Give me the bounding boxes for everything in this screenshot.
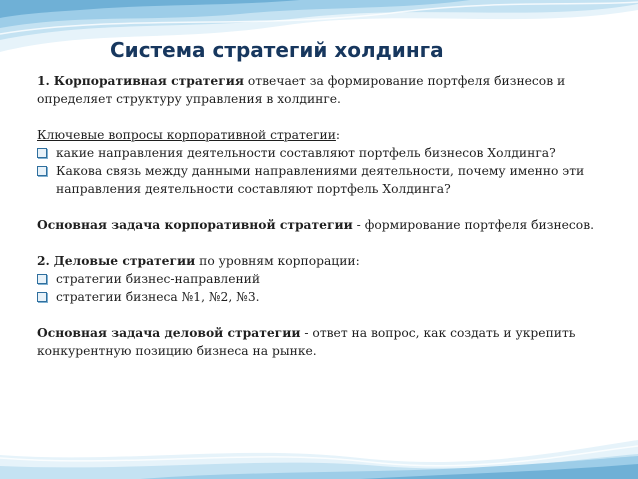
checkbox-bullet-icon — [37, 274, 47, 284]
key-questions-label: Ключевые вопросы корпоративной стратегии — [37, 128, 336, 142]
corporate-task-paragraph: Основная задача корпоративной стратегии - формирование портфеля бизнесов. — [37, 217, 595, 232]
key-questions-heading: Ключевые вопросы корпоративной стратегии: — [37, 128, 341, 142]
bottom-wave-decoration — [0, 400, 638, 479]
business-strategies-term: Деловые стратегии — [53, 253, 196, 268]
list-item: Какова связь между данными направлениями деятельности, почему именно эти направления деятельности составляют портфель Холдинга? — [37, 162, 597, 198]
corporate-strategy-description: отвечает за формирование портфеля бизнесов и определяет структуру управления в холдинге. — [37, 74, 566, 106]
corporate-strategy-term: Корпоративная стратегия — [53, 73, 244, 88]
business-task-term: Основная задача деловой стратегии — [37, 325, 301, 340]
corporate-task-term: Основная задача корпоративной стратегии — [37, 217, 353, 232]
slide-content — [37, 72, 597, 360]
checkbox-bullet-icon — [37, 166, 47, 176]
business-strategies-paragraph: 2. Деловые стратегии по уровням корпорации: — [37, 253, 360, 268]
slide-title: Система стратегий холдинга — [110, 38, 444, 62]
list-item: стратегии бизнес-направлений — [37, 270, 597, 288]
checkbox-bullet-icon — [37, 148, 47, 158]
checkbox-bullet-icon — [37, 292, 47, 302]
list-item: стратегии бизнеса №1, №2, №3. — [37, 288, 597, 306]
business-task-paragraph: Основная задача деловой стратегии - ответ на вопрос, как создать и укрепить конкурентную позицию бизнеса на рынке. — [37, 325, 576, 358]
list-item: какие направления деятельности составляют портфель бизнесов Холдинга? — [37, 144, 597, 162]
key-questions-list — [37, 144, 597, 198]
corporate-strategy-paragraph — [37, 72, 597, 108]
section-number: 1. — [37, 73, 50, 88]
business-strategies-list — [37, 270, 597, 306]
section-number: 2. — [37, 253, 50, 268]
